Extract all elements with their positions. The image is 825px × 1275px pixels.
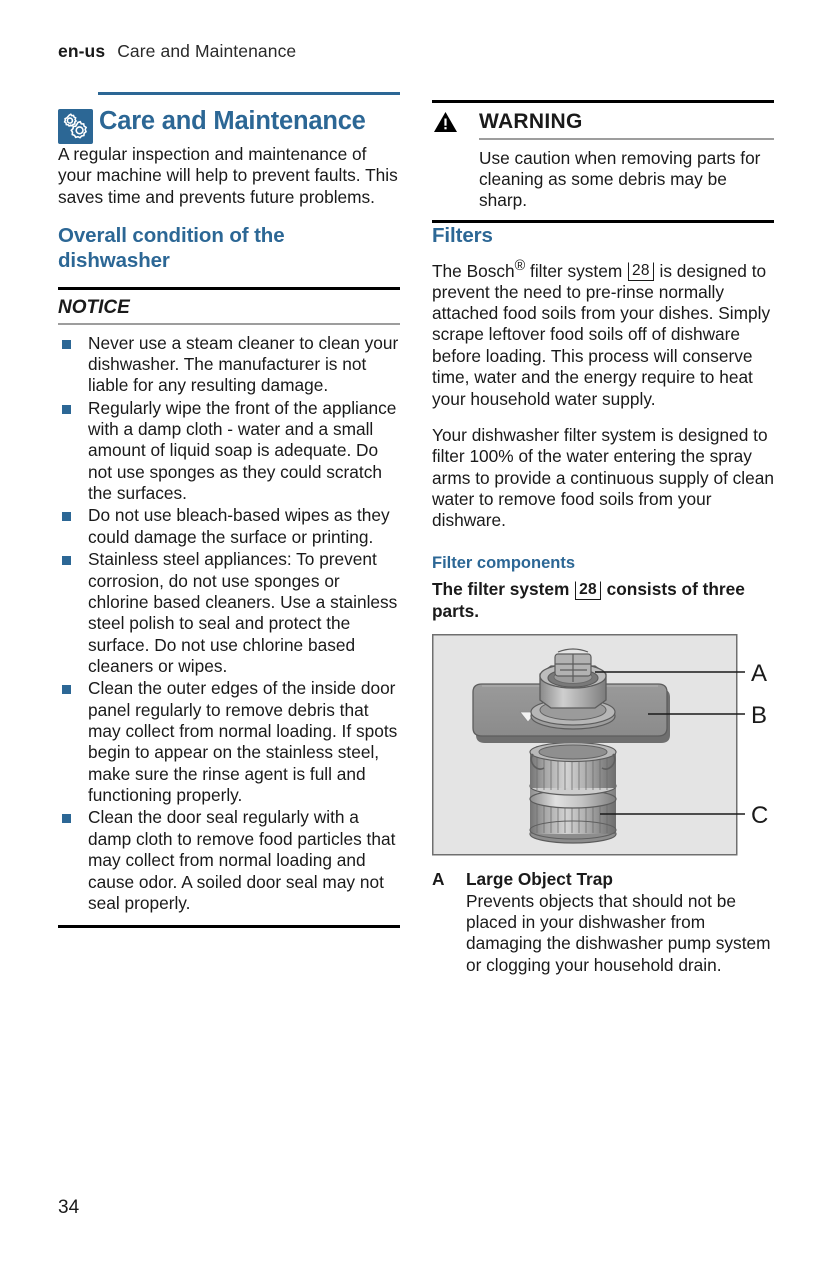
warning-triangle-icon [432, 111, 459, 133]
legend-description: Prevents objects that should not be placed in your dishwasher from damaging the dishwasher pump system or clogging your household drain. [466, 890, 771, 975]
gears-icon [58, 109, 93, 144]
legend-key: A [432, 869, 445, 890]
page-title: Care and Maintenance [99, 107, 366, 135]
svg-text:C: C [751, 802, 769, 830]
figure-legend [432, 869, 774, 976]
list-item: Do not use bleach-based wipes as they could damage the surface or printing. [58, 505, 400, 548]
section-heading-filters: Filters [432, 223, 493, 247]
warning-header [432, 103, 774, 138]
warning-box [432, 100, 774, 223]
list-item: Stainless steel appliances: To prevent corrosion, do not use sponges or chlorine based cleaners. Use a stainless steel polish to seal and protect the surface. Do not use chlorine based cleaners or wipes. [58, 549, 400, 677]
filter-assembly-diagram [432, 634, 774, 856]
filters-paragraph-1-part-1: The Bosch [432, 260, 515, 281]
chapter-title-block [58, 92, 400, 144]
warning-title: WARNING [479, 110, 583, 133]
cross-reference-28[interactable]: 28 [628, 262, 654, 280]
filters-paragraph-1-part-2: filter system [525, 260, 628, 281]
filter-components-leadin-part-1: The filter system [432, 579, 575, 600]
legend-term: Large Object Trap [466, 869, 613, 890]
subsection-heading-filter-components: Filter components [432, 553, 576, 572]
list-item: Clean the outer edges of the inside door panel regularly to remove debris that may collect from normal loading. If spots begin to appear on the stainless steel, make sure the rinse agent is full and functioning properly. [58, 678, 400, 806]
filters-paragraph-2: Your dishwasher filter system is designed to filter 100% of the water entering the spray arms to provide a continuous supply of clean water to remove food soils from your dishware. [432, 424, 774, 531]
list-item: Never use a steam cleaner to clean your dishwasher. The manufacturer is not liable for any resulting damage. [58, 333, 400, 397]
notice-header [58, 290, 400, 323]
filters-paragraph-1-part-3: is designed to prevent the need to pre-rinse normally attached food soils from your dishes. Simply scrape leftover food soils off of dishware before loading. This process will conserve time, water and the energy require to heat your household water supply. [432, 260, 771, 409]
svg-text:A: A [751, 660, 768, 688]
running-header [58, 41, 296, 62]
notice-title: NOTICE [58, 297, 130, 319]
cross-reference-28[interactable]: 28 [575, 581, 601, 599]
list-item: Clean the door seal regularly with a damp cloth to remove food particles that may collect from normal loading and cause odor. A soiled door seal may not seal properly. [58, 807, 400, 914]
list-item: Regularly wipe the front of the appliance with a damp cloth - water and a small amount of liquid soap is adequate. Do not use sponges as they could scratch the surfaces. [58, 398, 400, 505]
filter-components-leadin [432, 579, 774, 622]
notice-divider [58, 323, 400, 325]
right-column [432, 92, 774, 980]
warning-body: Use caution when removing parts for cleaning as some debris may be sharp. [479, 147, 761, 211]
chapter-title-rule [98, 92, 400, 95]
registered-trademark-symbol: ® [514, 257, 526, 274]
filter-components-leadin-part-2: consists of three parts. [432, 579, 745, 621]
warning-divider [479, 138, 774, 140]
notice-bullet-list [58, 333, 400, 926]
filters-paragraph-1 [432, 258, 774, 410]
section-heading-overall-condition: Overall condition of the dishwasher [58, 224, 285, 273]
left-column [58, 92, 400, 928]
svg-text:B: B [751, 702, 768, 730]
running-header-language: en-us [58, 41, 106, 61]
page-number: 34 [58, 1197, 80, 1218]
chapter-intro-paragraph: A regular inspection and maintenance of your machine will help to prevent faults. This saves time and prevents future problems. [58, 144, 398, 207]
notice-box [58, 287, 400, 928]
running-header-chapter: Care and Maintenance [117, 41, 297, 61]
list-item [432, 869, 774, 976]
